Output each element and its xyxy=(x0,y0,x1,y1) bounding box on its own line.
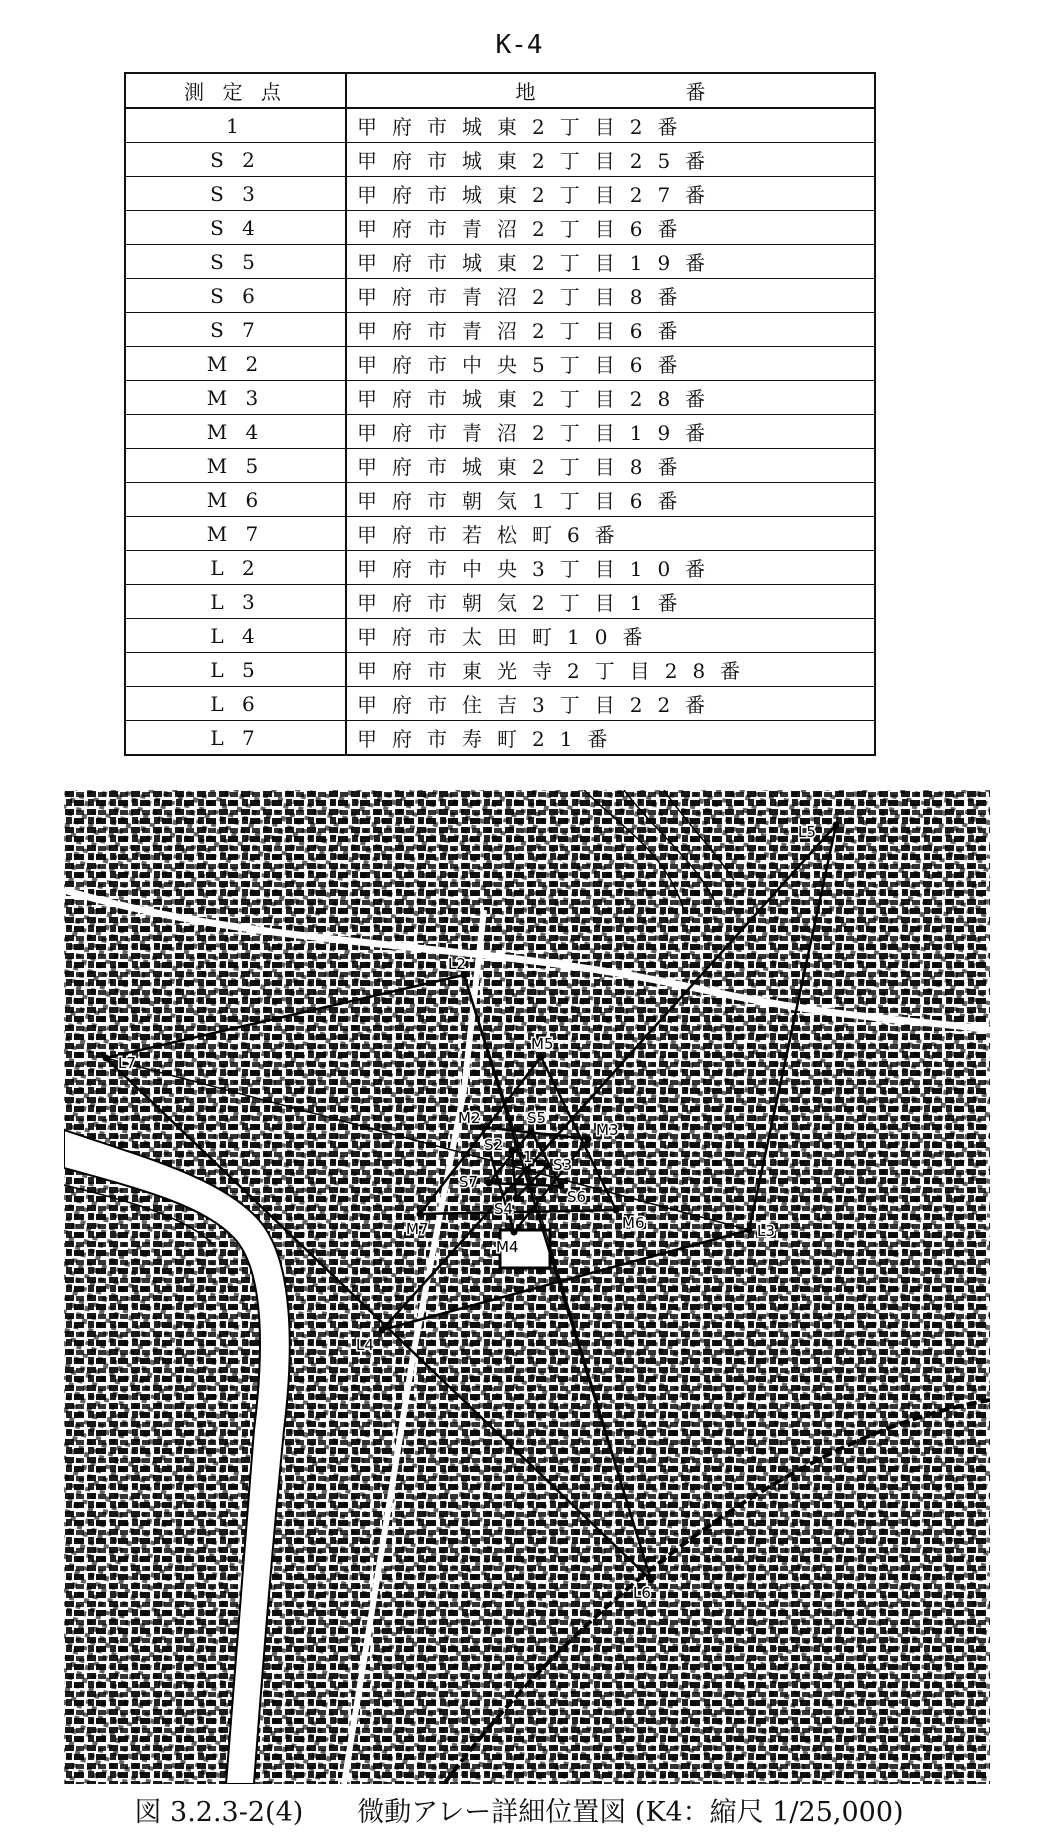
cell-point: L 3 xyxy=(125,585,346,619)
table-row xyxy=(125,585,875,619)
table-header-row xyxy=(125,73,875,108)
cell-address: 甲府市青沼2丁目6番 xyxy=(346,211,875,245)
point-marker-l6 xyxy=(648,1577,655,1584)
cell-address: 甲府市若松町6番 xyxy=(346,517,875,551)
cell-address: 甲府市城東2丁目28番 xyxy=(346,381,875,415)
point-marker-s4 xyxy=(513,1195,520,1202)
map-base xyxy=(64,790,990,1784)
cell-address: 甲府市朝気2丁目1番 xyxy=(346,585,875,619)
table-row xyxy=(125,245,875,279)
point-label-m3: M3 xyxy=(596,1121,619,1139)
cell-point: M 2 xyxy=(125,347,346,381)
point-marker-m6 xyxy=(613,1207,620,1214)
point-label-s7: S7 xyxy=(459,1173,479,1191)
point-label-s2: S2 xyxy=(484,1136,504,1154)
point-marker-c1 xyxy=(523,1166,531,1174)
table-row xyxy=(125,721,875,756)
cell-point: S 3 xyxy=(125,177,346,211)
map-svg xyxy=(64,790,990,1784)
point-marker-m5 xyxy=(538,1054,545,1061)
cell-address: 甲府市城東2丁目25番 xyxy=(346,143,875,177)
measurement-site-table xyxy=(124,72,876,756)
point-marker-m7 xyxy=(417,1211,424,1218)
table-row xyxy=(125,687,875,721)
cell-point: M 6 xyxy=(125,483,346,517)
table-row xyxy=(125,381,875,415)
table-row xyxy=(125,449,875,483)
table-row xyxy=(125,279,875,313)
point-label-l3: L3 xyxy=(757,1222,775,1240)
point-marker-s2 xyxy=(509,1147,516,1154)
table-row xyxy=(125,347,875,381)
cell-point: M 3 xyxy=(125,381,346,415)
cell-point: S 4 xyxy=(125,211,346,245)
header-point: 測 定 点 xyxy=(125,73,346,108)
point-marker-m3 xyxy=(585,1136,592,1143)
point-marker-m4 xyxy=(511,1229,518,1236)
cell-point: 1 xyxy=(125,108,346,143)
point-label-l6: L6 xyxy=(633,1584,651,1602)
point-label-m2: M2 xyxy=(458,1109,481,1127)
point-label-l4: L4 xyxy=(356,1336,374,1354)
point-marker-l7 xyxy=(103,1055,110,1062)
cell-address: 甲府市青沼2丁目6番 xyxy=(346,313,875,347)
point-marker-s5 xyxy=(528,1128,535,1135)
point-marker-l4 xyxy=(379,1327,386,1334)
page-label: K-4 xyxy=(495,30,543,60)
table-row xyxy=(125,177,875,211)
cell-address: 甲府市城東2丁目19番 xyxy=(346,245,875,279)
point-marker-s7 xyxy=(486,1180,493,1187)
table-row xyxy=(125,483,875,517)
cell-address: 甲府市太田町10番 xyxy=(346,619,875,653)
table-row xyxy=(125,619,875,653)
cell-point: M 5 xyxy=(125,449,346,483)
point-marker-s6 xyxy=(558,1183,565,1190)
point-label-s6: S6 xyxy=(567,1188,587,1206)
cell-address: 甲府市城東2丁目2番 xyxy=(346,108,875,143)
cell-address: 甲府市寿町21番 xyxy=(346,721,875,756)
cell-point: M 7 xyxy=(125,517,346,551)
table-row xyxy=(125,517,875,551)
cell-point: S 6 xyxy=(125,279,346,313)
table-row xyxy=(125,211,875,245)
point-marker-l3 xyxy=(746,1227,753,1234)
cell-address: 甲府市住吉3丁目22番 xyxy=(346,687,875,721)
cell-point: S 7 xyxy=(125,313,346,347)
point-label-c1: 1 xyxy=(523,1148,533,1166)
point-label-m5: M5 xyxy=(531,1035,554,1053)
point-label-m6: M6 xyxy=(622,1214,645,1232)
cell-point: L 6 xyxy=(125,687,346,721)
cell-address: 甲府市朝気1丁目6番 xyxy=(346,483,875,517)
table-row xyxy=(125,551,875,585)
point-label-s5: S5 xyxy=(527,1109,547,1127)
table-row xyxy=(125,313,875,347)
cell-point: S 5 xyxy=(125,245,346,279)
cell-address: 甲府市青沼2丁目8番 xyxy=(346,279,875,313)
cell-address: 甲府市東光寺2丁目28番 xyxy=(346,653,875,687)
point-label-m4: M4 xyxy=(496,1238,519,1256)
table-row xyxy=(125,108,875,143)
figure-caption: 図 3.2.3-2(4) 微動アレー詳細位置図 (K4：縮尺 1/25,000) xyxy=(134,1797,904,1828)
cell-point: L 5 xyxy=(125,653,346,687)
cell-address: 甲府市中央5丁目6番 xyxy=(346,347,875,381)
point-label-l5: L5 xyxy=(798,823,816,841)
array-location-map xyxy=(64,790,990,1784)
cell-address: 甲府市城東2丁目8番 xyxy=(346,449,875,483)
cell-point: L 2 xyxy=(125,551,346,585)
cell-address: 甲府市青沼2丁目19番 xyxy=(346,415,875,449)
point-marker-l5 xyxy=(833,822,840,829)
cell-point: S 2 xyxy=(125,143,346,177)
cell-point: M 4 xyxy=(125,415,346,449)
point-label-s3: S3 xyxy=(553,1156,573,1174)
point-marker-s3 xyxy=(544,1163,551,1170)
point-label-l7: L7 xyxy=(118,1054,136,1072)
table-row xyxy=(125,415,875,449)
cell-point: L 4 xyxy=(125,619,346,653)
header-address-text: 地番 xyxy=(515,80,856,104)
point-label-l2: L2 xyxy=(448,955,466,973)
table-body xyxy=(125,108,875,755)
cell-address: 甲府市城東2丁目27番 xyxy=(346,177,875,211)
table-row xyxy=(125,653,875,687)
cell-address: 甲府市中央3丁目10番 xyxy=(346,551,875,585)
table-row xyxy=(125,143,875,177)
point-label-m7: M7 xyxy=(406,1220,429,1238)
cell-point: L 7 xyxy=(125,721,346,756)
header-address xyxy=(346,73,875,108)
point-label-s4: S4 xyxy=(494,1200,514,1218)
